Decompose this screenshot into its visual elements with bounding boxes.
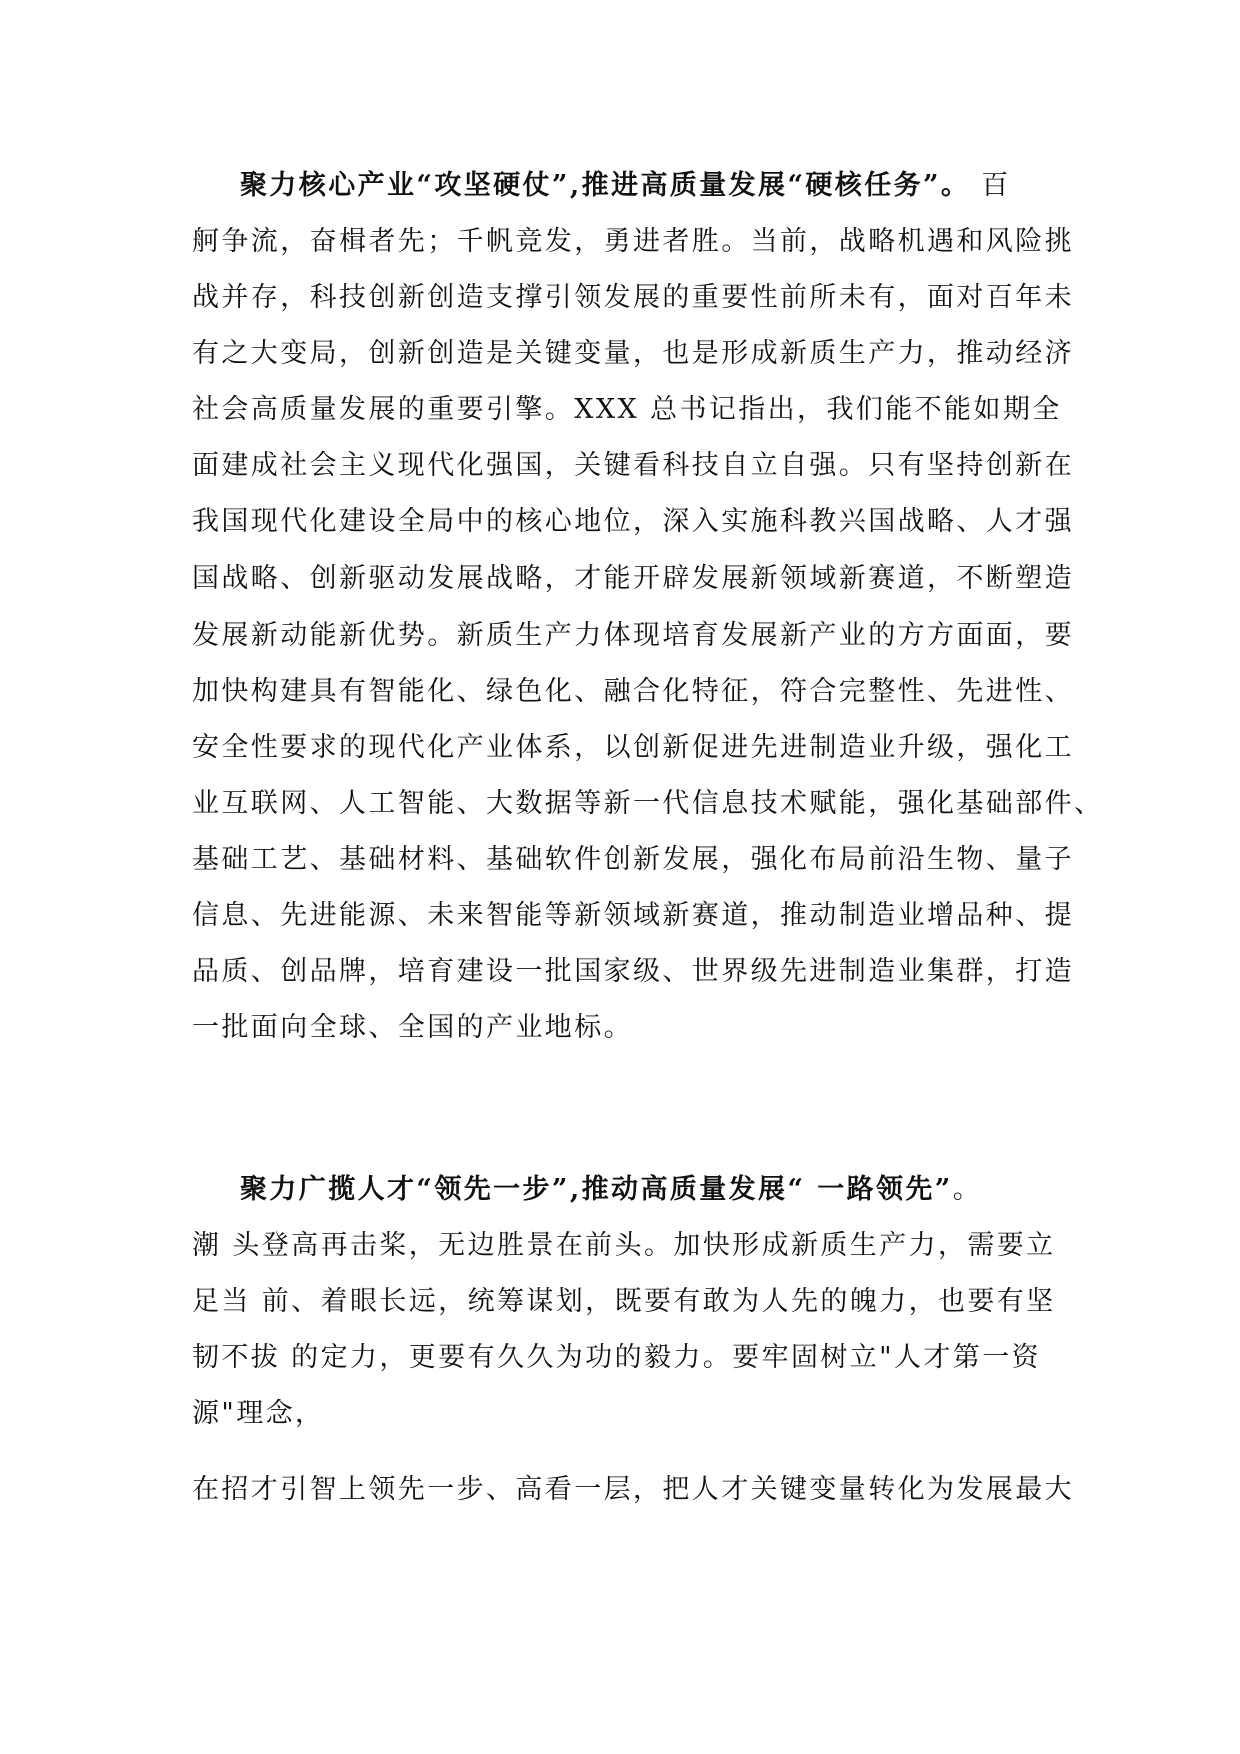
section2-heading-tail: 。	[952, 1174, 983, 1205]
section2-line: 在招才引智上领先一步、高看一层，把人才关键变量转化为发展最大	[192, 1474, 1074, 1505]
section2-line: 源"理念，	[192, 1398, 325, 1429]
section1-line: 信息、先进能源、未来智能等新领域新赛道，推动制造业增品种、提	[192, 900, 1074, 931]
section1-heading-bold: 聚力核心产业“攻坚硬仗”,推进高质量发展“硬核任务”。	[240, 170, 971, 201]
section1-line: 我国现代化建设全局中的核心地位，深入实施科教兴国战略、人才强	[192, 506, 1074, 537]
section1-line: 发展新动能新优势。新质生产力体现培育发展新产业的方方面面，要	[192, 620, 1074, 651]
section1-line: 基础工艺、基础材料、基础软件创新发展，强化布局前沿生物、量子	[192, 844, 1074, 875]
section2-heading-bold: 聚力广揽人才“领先一步”,推动高质量发展“ 一路领先”	[240, 1174, 953, 1205]
section1-line: 舸争流，奋楫者先；千帆竞发，勇进者胜。当前，战略机遇和风险挑	[192, 226, 1074, 257]
section1-line: 面建成社会主义现代化强国，关键看科技自立自强。只有坚持创新在	[192, 450, 1074, 481]
section1-line: 一批面向全球、全国的产业地标。	[192, 1012, 633, 1043]
section1-line: 社会高质量发展的重要引擎。XXX 总书记指出，我们能不能如期全	[192, 394, 1062, 425]
section2-line: 足当 前、着眼长远，统筹谋划，既要有敢为人先的魄力，也要有坚	[192, 1286, 1056, 1317]
section1-heading	[240, 166, 1052, 206]
section2-line: 韧不拔 的定力，更要有久久为功的毅力。要牢固树立"人才第一资	[192, 1342, 1041, 1373]
section2-line: 潮 头登高再击桨，无边胜景在前头。加快形成新质生产力，需要立	[192, 1230, 1056, 1261]
section1-line: 加快构建具有智能化、绿色化、融合化特征，符合完整性、先进性、	[192, 676, 1074, 707]
section1-heading-tail: 百	[970, 170, 1011, 201]
section1-line: 品质、创品牌，培育建设一批国家级、世界级先进制造业集群，打造	[192, 956, 1074, 987]
section1-line: 业互联网、人工智能、大数据等新一代信息技术赋能，强化基础部件、	[192, 788, 1104, 819]
section1-line: 安全性要求的现代化产业体系，以创新促进先进制造业升级，强化工	[192, 732, 1074, 763]
section1-line: 国战略、创新驱动发展战略，才能开辟发展新领域新赛道，不断塑造	[192, 563, 1074, 594]
section1-line: 战并存，科技创新创造支撑引领发展的重要性前所未有，面对百年未	[192, 282, 1074, 313]
section1-line: 有之大变局，创新创造是关键变量，也是形成新质生产力，推动经济	[192, 338, 1074, 369]
section2-heading	[240, 1170, 1052, 1210]
